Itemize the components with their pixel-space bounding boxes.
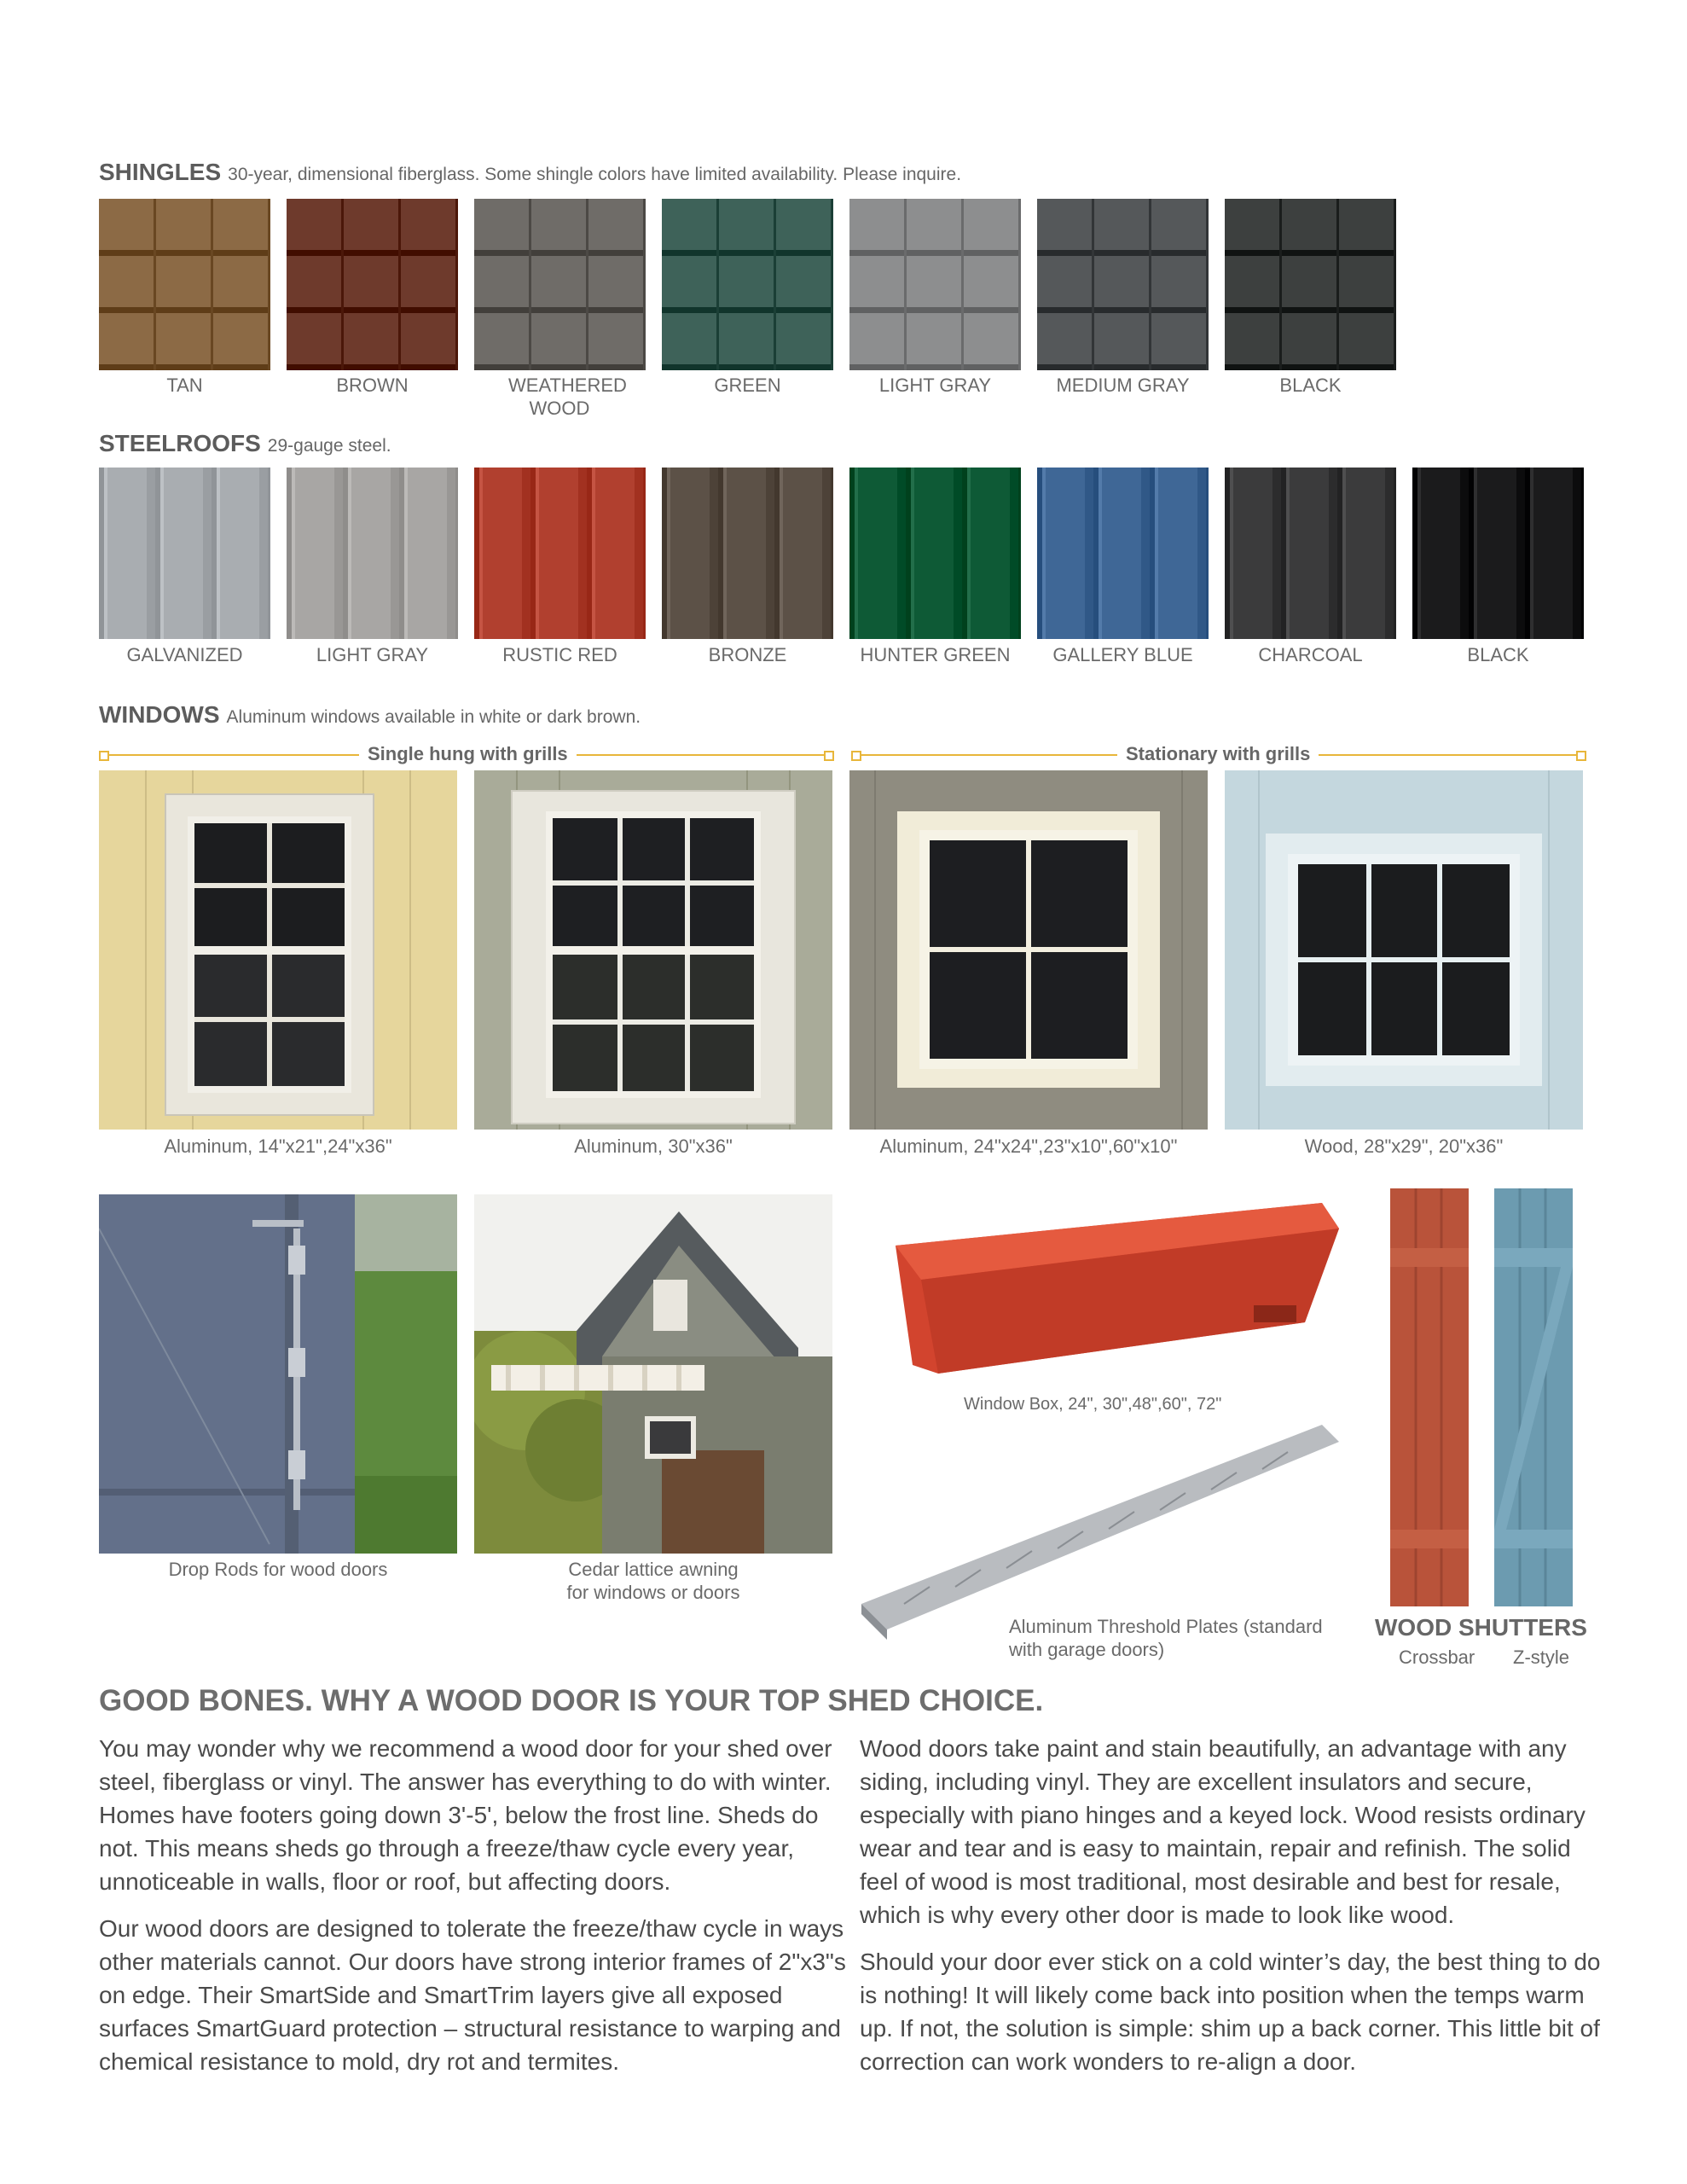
window-photo-wood-stationary — [1225, 770, 1583, 1130]
window-photo-aluminum-stationary — [849, 770, 1208, 1130]
wood-shutters-photo — [1382, 1188, 1586, 1606]
steel-swatch-rustic-red — [474, 468, 646, 639]
shingle-label-weathered-wood: WEATHERED WOOD — [508, 375, 627, 419]
shingle-label-tan: TAN — [166, 375, 203, 396]
article-right-column — [860, 1732, 1602, 2092]
article-paragraph: Our wood doors are designed to tolerate the freeze/thaw cycle in ways other materials cannot. Our doors have strong interior frames of 2"x3"s on edge. Their SmartSide and SmartTrim layers give all exposed surfaces SmartGuard protection – structural resistance to warping and chemical resistance to mold, dry rot and termites. — [99, 1915, 846, 2075]
windows-title: WINDOWS — [99, 701, 220, 728]
shingle-swatch-weathered-wood — [474, 199, 646, 370]
steel-swatch-light-gray — [287, 468, 458, 639]
steel-swatch-charcoal — [1225, 468, 1396, 639]
steel-swatch-gallery-blue — [1037, 468, 1209, 639]
window-caption: Aluminum, 30"x36" — [574, 1136, 733, 1157]
steel-label-black: BLACK — [1467, 644, 1529, 665]
shingle-swatch-green — [662, 199, 833, 370]
steel-swatch-bronze — [662, 468, 833, 639]
stationary-label: Stationary with grills — [1117, 743, 1319, 765]
threshold-caption — [1009, 1615, 1323, 1661]
article-paragraph: Should your door ever stick on a cold winter’s day, the best thing to do is nothing! It will likely come back into position when the temps warm up. If not, the solution is simple: shim up a back corner. This little bit of correction can work wonders to re-align a door. — [860, 1949, 1601, 2075]
shingle-swatch-black — [1225, 199, 1396, 370]
drop-rods-photo — [99, 1194, 457, 1554]
shingle-label-brown: BROWN — [336, 375, 409, 396]
bracket-end-marker — [99, 751, 109, 761]
window-box-photo — [861, 1194, 1339, 1399]
shingle-label-black: BLACK — [1279, 375, 1342, 396]
steel-label-bronze: BRONZE — [708, 644, 787, 665]
shingle-swatch-light-gray — [849, 199, 1021, 370]
shingle-swatch-medium-gray — [1037, 199, 1209, 370]
windows-subtitle: Aluminum windows available in white or dark brown. — [226, 707, 641, 727]
shingle-swatch-brown — [287, 199, 458, 370]
article-paragraph: Wood doors take paint and stain beautifully, an advantage with any siding, including vinyl. They are excellent insulators and secure, especially with piano hinges and a keyed lock. Wood resists ordinary wear and tear and is easy to maintain, repair and refinish. The solid feel of wood is most traditional, most desirable and best for resale, which is why every other door is made to look like wood. — [860, 1735, 1586, 1928]
threshold-caption-line2: with garage doors) — [1009, 1639, 1165, 1660]
windows-heading — [99, 701, 641, 729]
window-caption: Aluminum, 14"x21",24"x36" — [164, 1136, 392, 1157]
steelroofs-heading — [99, 430, 391, 457]
shingle-swatch-tan — [99, 199, 270, 370]
threshold-caption-line1: Aluminum Threshold Plates (standard — [1009, 1616, 1323, 1637]
steel-label-gallery-blue: GALLERY BLUE — [1052, 644, 1193, 665]
shutter-zstyle-label: Z-style — [1513, 1647, 1569, 1668]
steel-swatch-galvanized — [99, 468, 270, 639]
shingle-label-medium-gray: MEDIUM GRAY — [1056, 375, 1190, 396]
window-caption: Wood, 28"x29", 20"x36" — [1304, 1136, 1504, 1157]
steel-swatch-black — [1412, 468, 1584, 639]
shingle-label-light-gray: LIGHT GRAY — [878, 375, 992, 396]
drop-rods-caption: Drop Rods for wood doors — [168, 1559, 388, 1580]
steel-label-light-gray: LIGHT GRAY — [316, 644, 429, 665]
article-paragraph: You may wonder why we recommend a wood door for your shed over steel, fiberglass or vinyl. The answer has everything to do with winter. Homes have footers going down 3'-5', below the frost line. Sheds do not. This means sheds go through a freeze/thaw cycle every year, unnoticeable in walls, floor or roof, but affecting doors. — [99, 1735, 832, 1895]
window-photo-aluminum-single-hung-small — [99, 770, 457, 1130]
bracket-end-marker — [851, 751, 861, 761]
bracket-end-marker — [1576, 751, 1586, 761]
single-hung-label: Single hung with grills — [359, 743, 577, 765]
awning-caption — [474, 1558, 832, 1604]
bracket-end-marker — [824, 751, 834, 761]
shutter-crossbar-label: Crossbar — [1399, 1647, 1475, 1668]
article-left-column — [99, 1732, 849, 2092]
article-title: GOOD BONES. WHY A WOOD DOOR IS YOUR TOP SHED CHOICE. — [99, 1684, 1044, 1717]
steel-swatch-hunter-green — [849, 468, 1021, 639]
shingles-heading — [99, 159, 961, 186]
steel-label-charcoal: CHARCOAL — [1258, 644, 1363, 665]
shingles-subtitle: 30-year, dimensional fiberglass. Some shingle colors have limited availability. Please inquire. — [228, 165, 962, 184]
awning-caption-line2: for windows or doors — [566, 1582, 740, 1603]
cedar-lattice-awning-photo — [474, 1194, 832, 1554]
steelroofs-title: STEELROOFS — [99, 430, 261, 456]
window-photo-aluminum-single-hung-large — [474, 770, 832, 1130]
window-caption: Aluminum, 24"x24",23"x10",60"x10" — [879, 1136, 1178, 1157]
shingle-label-green: GREEN — [714, 375, 781, 396]
steel-label-rustic-red: RUSTIC RED — [502, 644, 617, 665]
window-box-caption: Window Box, 24", 30",48",60", 72" — [964, 1395, 1222, 1414]
steel-label-hunter-green: HUNTER GREEN — [860, 644, 1011, 665]
threshold-plate-photo — [853, 1416, 1339, 1647]
steelroofs-subtitle: 29-gauge steel. — [267, 436, 391, 456]
awning-caption-line1: Cedar lattice awning — [568, 1559, 739, 1580]
steel-label-galvanized: GALVANIZED — [126, 644, 243, 665]
wood-shutters-title: WOOD SHUTTERS — [1375, 1614, 1587, 1641]
shingles-title: SHINGLES — [99, 159, 222, 185]
